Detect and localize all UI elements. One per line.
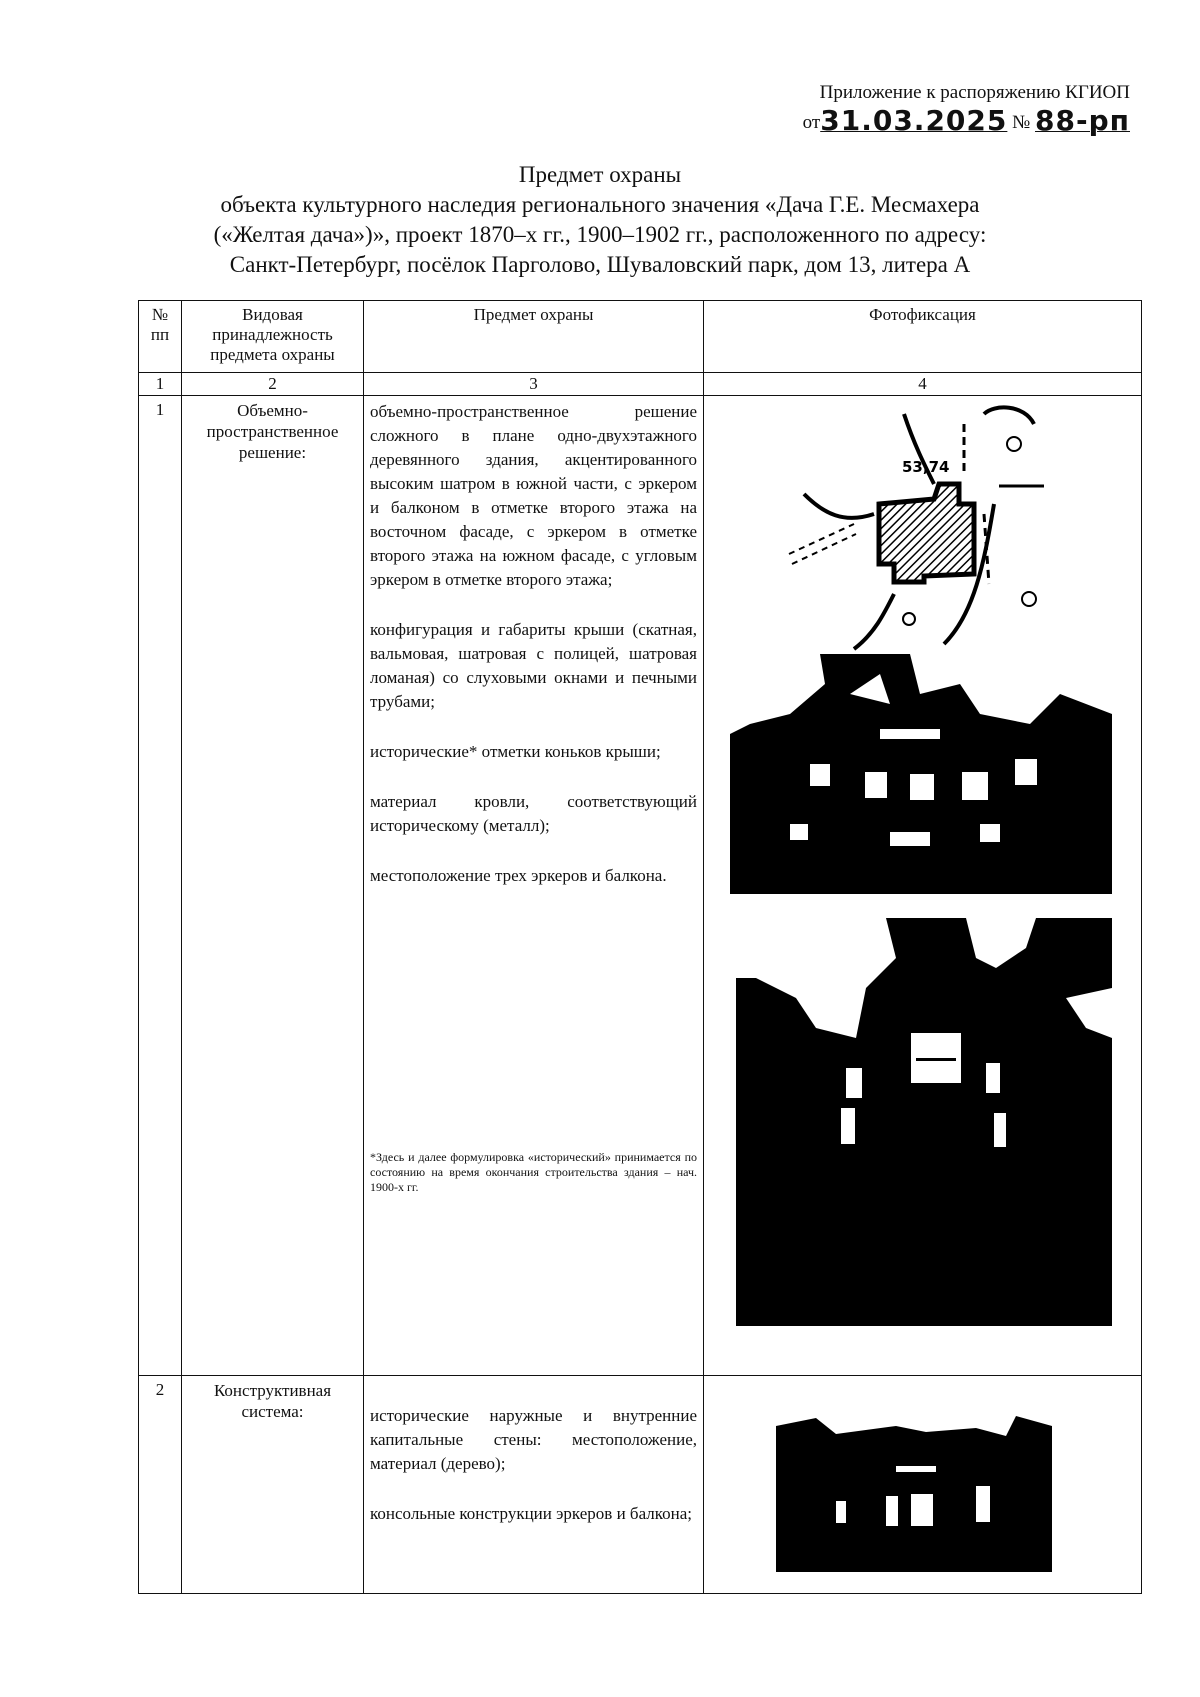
subject-item: исторические* отметки коньков крыши; — [370, 742, 661, 761]
attachment-line: Приложение к распоряжению КГИОП — [819, 82, 1130, 103]
row-type: Объемно-пространственное решение: — [182, 396, 364, 1376]
footnote: *Здесь и далее формулировка «исторический» принимается по состоянию на время окончания строительства здания – нач. 1900-х гг. — [370, 1150, 697, 1194]
row-subject — [364, 396, 704, 1376]
building-photo-facade — [776, 1406, 1052, 1572]
attachment-date-line — [803, 106, 1130, 136]
col-number: 2 — [182, 373, 364, 396]
situation-plan-image — [784, 404, 1074, 654]
header-subject: Предмет охраны — [364, 301, 704, 373]
row-subject — [364, 1376, 704, 1594]
col-number: 1 — [139, 373, 182, 396]
row-number: 1 — [139, 396, 182, 1376]
building-photo-east — [730, 654, 1112, 894]
col-number: 3 — [364, 373, 704, 396]
order-date: 31.03.2025 — [820, 104, 1008, 137]
elevation-mark: 53,74 — [902, 458, 950, 476]
table-row — [139, 396, 1142, 1376]
document-title — [0, 160, 1200, 280]
row-photos — [704, 396, 1142, 1376]
subject-item: конфигурация и габариты крыши (скатная, вальмовая, шатровая с полицей, шатровая ломаная) со слуховыми окнами и печными трубами; — [370, 620, 697, 711]
subject-item: объемно-пространственное решение сложного в плане одно-двухэтажного деревянного здания, акцентированного высоким шатром в южной части, с эркером и балконом в отметке второго этажа на восточном фасаде, с эркером в отметке второго этажа на южном фасаде, с угловым эркером в отметке второго этажа; — [370, 402, 697, 589]
header-type: Видовая принадлежность предмета охраны — [182, 301, 364, 373]
date-prefix: от — [802, 112, 821, 133]
row-number: 2 — [139, 1376, 182, 1594]
subject-item: материал кровли, соответствующий историческому (металл); — [370, 792, 697, 835]
header-row — [139, 301, 1142, 373]
col-number: 4 — [704, 373, 1142, 396]
row-type: Конструктивная система: — [182, 1376, 364, 1594]
row-photos — [704, 1376, 1142, 1594]
subject-item: консольные конструкции эркеров и балкона; — [370, 1504, 693, 1523]
title-line-3: («Желтая дача»)», проект 1870–х гг., 1900–1902 гг., расположенного по адресу: — [213, 222, 987, 247]
title-line-1: Предмет охраны — [518, 162, 682, 187]
number-prefix: № — [1012, 112, 1031, 133]
subject-item: местоположение трех эркеров и балкона. — [370, 866, 667, 885]
column-number-row — [139, 373, 1142, 396]
order-number: 88-рп — [1035, 104, 1130, 137]
title-line-2: объекта культурного наследия регионального значения «Дача Г.Е. Месмахера — [220, 192, 980, 217]
protection-subject-table — [138, 300, 1142, 1594]
header-photo: Фотофиксация — [704, 301, 1142, 373]
building-photo-south — [736, 918, 1112, 1326]
table-row — [139, 1376, 1142, 1594]
header-no: № пп — [139, 301, 182, 373]
title-line-4: Санкт-Петербург, посёлок Парголово, Шуваловский парк, дом 13, литера А — [229, 252, 971, 277]
attachment-header — [803, 80, 1130, 136]
subject-item: исторические наружные и внутренние капитальные стены: местоположение, материал (дерево); — [370, 1406, 697, 1473]
